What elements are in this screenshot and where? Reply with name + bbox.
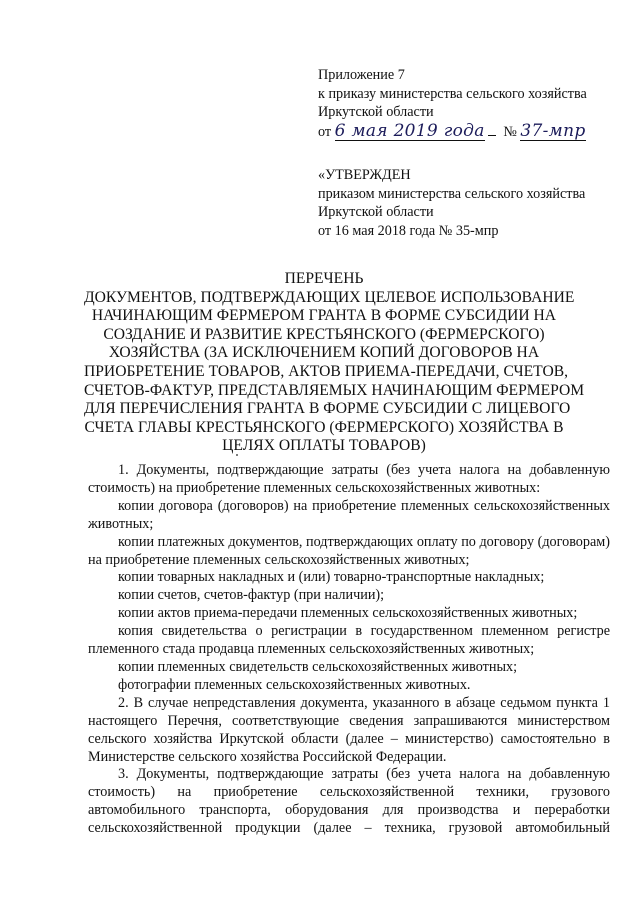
paragraph-invoices: копии счетов, счетов-фактур (при наличии);: [118, 587, 385, 604]
appendix-region: Иркутской области: [318, 104, 434, 121]
paragraph-3: 3. Документы, подтверждающие затраты (без учета налога на добавленную стоимость) на приобретение сельскохозяйственной техники, грузового автомобильного транспорта, оборудования для производства и переработки сельскохозяйственной продукции (далее – техника, грузовой автомобильный: [88, 766, 610, 837]
title-line: ЦЕЛЯХ ОПЛАТЫ ТОВАРОВ): [222, 437, 426, 455]
approval-block: [318, 166, 585, 240]
appendix-order-ref: к приказу министерства сельского хозяйства: [318, 85, 587, 102]
title-line: ПЕРЕЧЕНЬ: [284, 270, 364, 287]
document-body: [88, 462, 610, 838]
paragraph-certificates: копии племенных свидетельств сельскохозяйственных животных;: [118, 658, 518, 675]
paragraph-photos: фотографии племенных сельскохозяйственных животных.: [118, 676, 471, 693]
paragraph-payments: копии платежных документов, подтверждающих оплату по договору (договорам) на приобретение племенных сельскохозяйственных животных;: [88, 533, 610, 568]
paragraph-2: 2. В случае непредставления документа, указанного в абзаце седьмом пункта 1 настоящего Перечня, соответствующие сведения запрашиваются министерством сельского хозяйства Иркутской области (далее – министерство) самостоятельно в Министерстве сельского хозяйства Российской Федерации.: [88, 694, 610, 765]
appendix-header: [318, 66, 587, 141]
title-line: ДОКУМЕНТОВ, ПОДТВЕРЖДАЮЩИХ ЦЕЛЕВОЕ ИСПОЛЬЗОВАНИЕ: [84, 288, 575, 306]
paragraph-1: 1. Документы, подтверждающие затраты (без учета налога на добавленную стоимость) на приобретение племенных сельскохозяйственных животных:: [88, 462, 610, 496]
date-prefix: от: [318, 123, 332, 140]
title-line: НАЧИНАЮЩИМ ФЕРМЕРОМ ГРАНТА В ФОРМЕ СУБСИДИИ НА: [91, 307, 557, 325]
paragraph-waybills: копии товарных накладных и (или) товарно-транспортные накладных;: [118, 569, 545, 586]
approved-order-ref: приказом министерства сельского хозяйства: [318, 185, 586, 202]
handwritten-number: 37-мпр: [520, 120, 586, 141]
title-line: СЧЕТА ГЛАВЫ КРЕСТЬЯНСКОГО (ФЕРМЕРСКОГО) ХОЗЯЙСТВА В: [84, 418, 564, 436]
title-line: ХОЗЯЙСТВА (ЗА ИСКЛЮЧЕНИЕМ КОПИЙ ДОГОВОРОВ НА: [108, 344, 540, 362]
approved-region: Иркутской области: [318, 204, 434, 221]
title-line: ДЛЯ ПЕРЕЧИСЛЕНИЯ ГРАНТА В ФОРМЕ СУБСИДИИ С ЛИЦЕВОГО: [84, 400, 571, 418]
appendix-number: Приложение 7: [318, 67, 405, 83]
paragraph-acts: копии актов приема-передачи племенных сельскохозяйственных животных;: [118, 605, 578, 622]
paragraph-contracts: копии договора (договоров) на приобретение племенных сельскохозяйственных животных;: [88, 497, 610, 532]
approved-date: от 16 мая 2018 года № 35-мпр: [318, 222, 499, 239]
document-title: [84, 270, 585, 456]
title-line: ПРИОБРЕТЕНИЕ ТОВАРОВ, АКТОВ ПРИЕМА-ПЕРЕДАЧИ, СЧЕТОВ,: [84, 362, 569, 380]
title-line: СОЗДАНИЕ И РАЗВИТИЕ КРЕСТЬЯНСКОГО (ФЕРМЕРСКОГО): [103, 325, 545, 343]
scan-speck: [236, 454, 238, 456]
paragraph-registry: копия свидетельства о регистрации в государственном племенном регистре племенного стада продавца племенных сельскохозяйственных животных;: [88, 623, 610, 658]
approved-heading: «УТВЕРЖДЕН: [318, 167, 411, 183]
appendix-date-line: [318, 122, 587, 142]
handwritten-date: 6 мая 2019 года: [334, 120, 485, 141]
title-line: СЧЕТОВ-ФАКТУР, ПРЕДСТАВЛЯЕМЫХ НАЧИНАЮЩИМ ФЕРМЕРОМ: [84, 381, 585, 399]
number-label: №: [503, 123, 517, 140]
